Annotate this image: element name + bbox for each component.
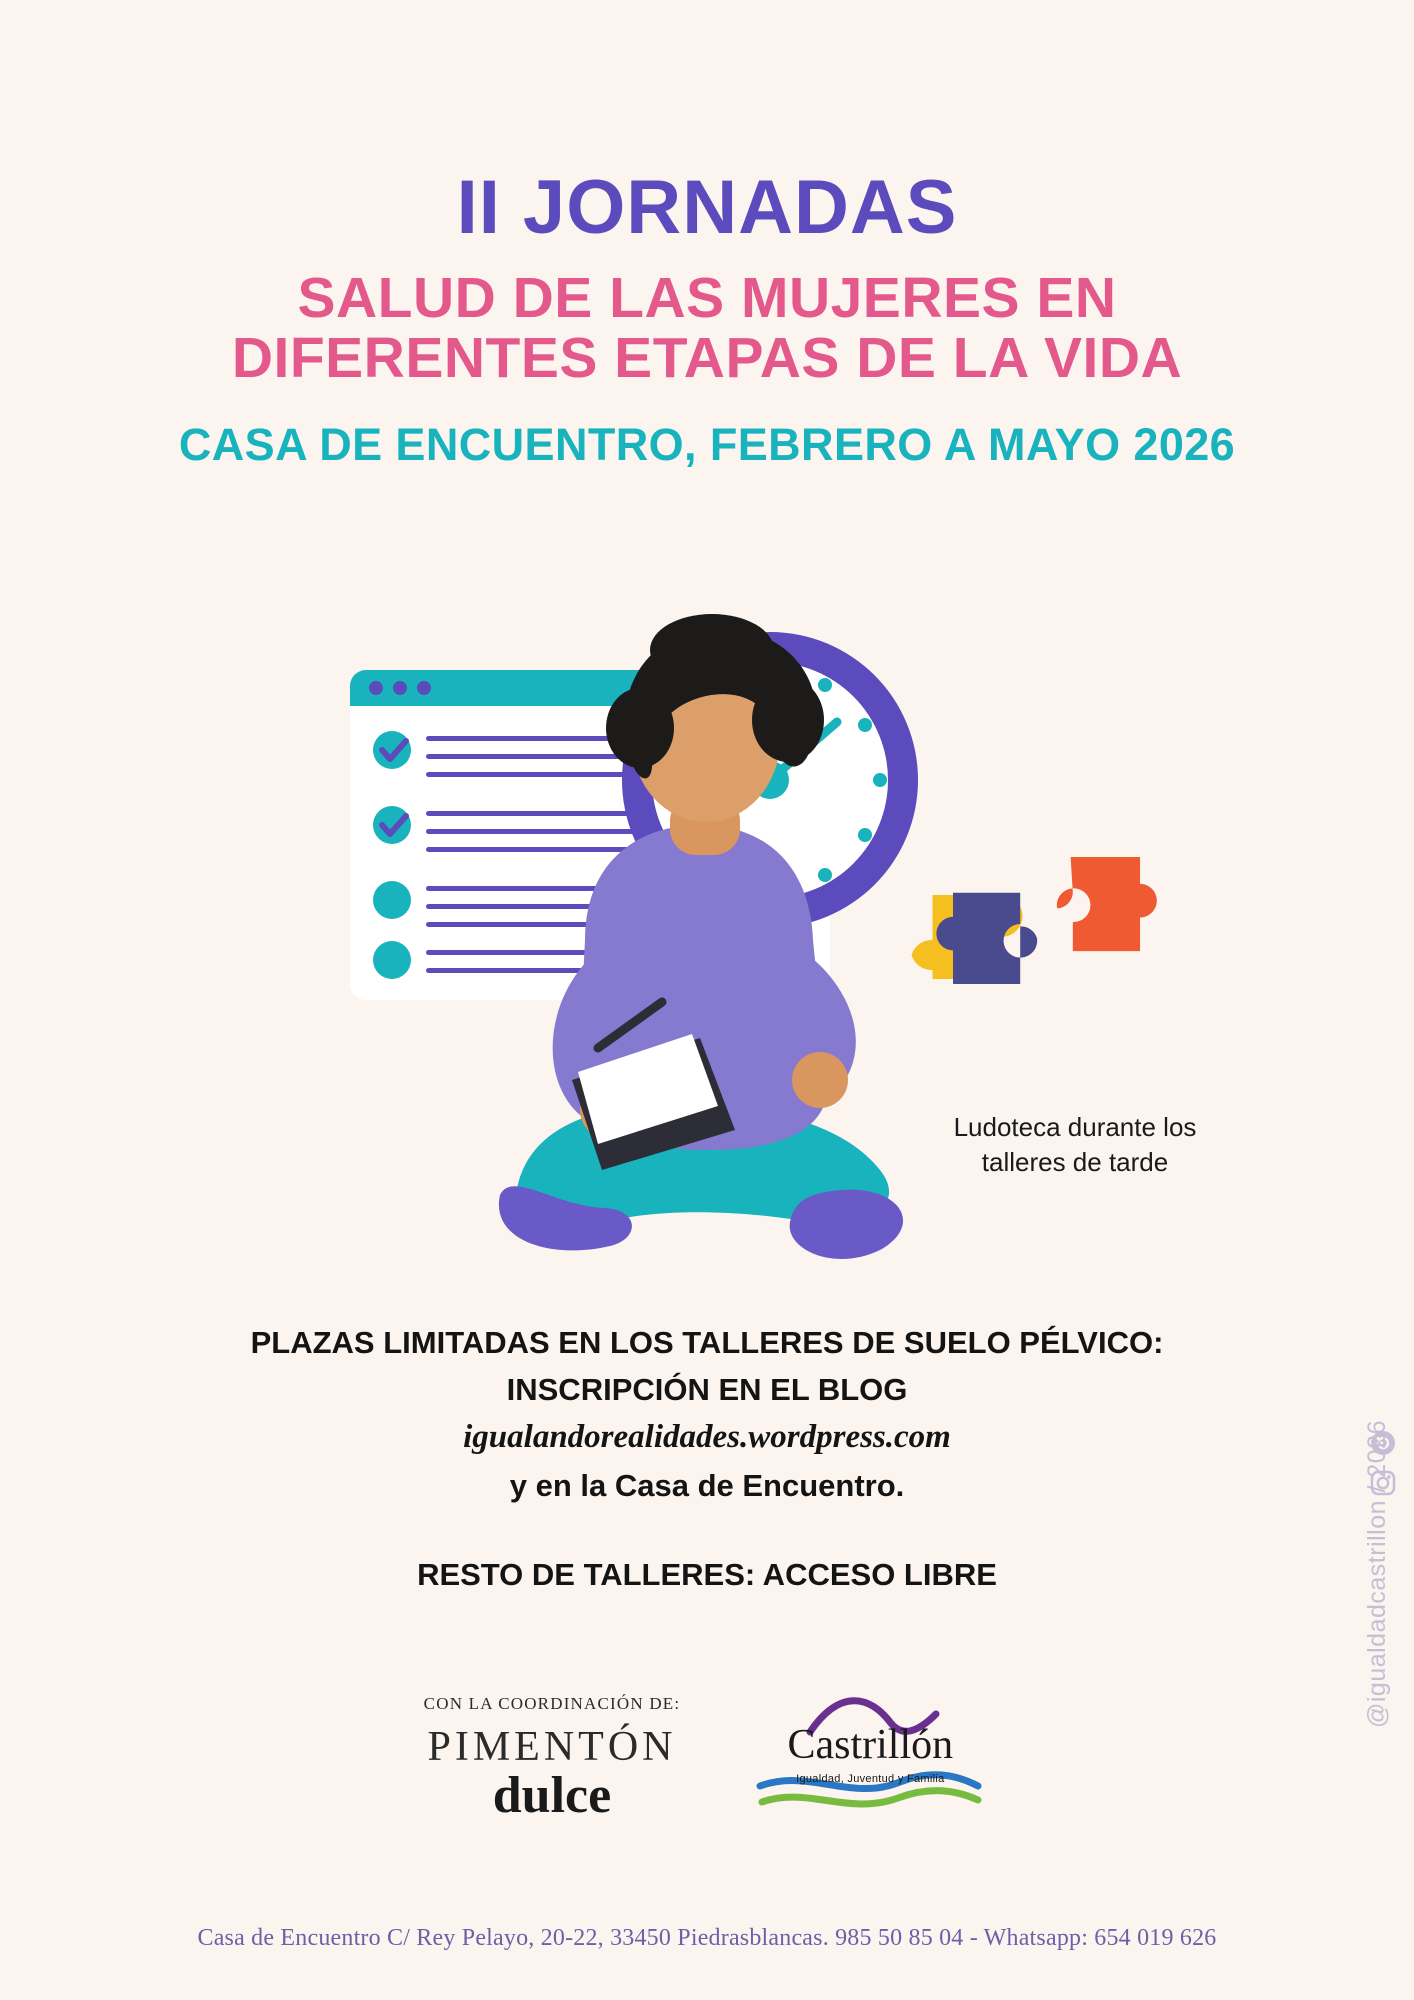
poster-header	[0, 165, 1414, 471]
ludoteca-caption-line1: Ludoteca durante los	[953, 1112, 1197, 1142]
pimenton-dulce-logo	[424, 1690, 681, 1822]
info-line-1: PLAZAS LIMITADAS EN LOS TALLERES DE SUELO PÉLVICO:	[250, 1325, 1164, 1360]
poster-subtitle-line1: SALUD DE LAS MUJERES EN	[297, 266, 1117, 330]
ludoteca-caption	[905, 1110, 1245, 1180]
logo-row	[0, 1690, 1414, 1825]
page-title: II JORNADAS	[456, 165, 958, 250]
puzzle-pieces-icon	[912, 857, 1157, 984]
dulce-wordmark: dulce	[492, 1767, 612, 1824]
info-line-5: RESTO DE TALLERES: ACCESO LIBRE	[417, 1557, 997, 1592]
info-block	[0, 1320, 1414, 1593]
poster-subtitle-line2: DIFERENTES ETAPAS DE LA VIDA	[231, 326, 1183, 391]
info-line-4: y en la Casa de Encuentro.	[509, 1467, 905, 1503]
castrillon-name: Castrillón	[787, 1722, 954, 1768]
castrillon-tagline: Igualdad, Juventud y Familia	[796, 1773, 945, 1785]
coordination-label: CON LA COORDINACIÓN DE:	[423, 1694, 681, 1713]
poster-subtitle	[0, 268, 1414, 389]
pimenton-wordmark: PIMENTÓN	[427, 1724, 677, 1770]
poster-date-line: CASA DE ENCUENTRO, FEBRERO A MAYO 2026	[178, 418, 1236, 470]
social-handle: @igualdadcastrillon / 2026	[1363, 1420, 1391, 1729]
info-line-2: INSCRIPCIÓN EN EL BLOG	[506, 1371, 908, 1407]
ludoteca-caption-line2: talleres de tarde	[981, 1147, 1169, 1178]
castrillon-logo	[750, 1690, 990, 1825]
blog-url[interactable]: igualandorealidades.wordpress.com	[463, 1419, 951, 1455]
footer-address: Casa de Encuentro C/ Rey Pelayo, 20-22, 33450 Piedrasblancas. 985 50 85 04 - Whatsapp: 654 019 626	[197, 1925, 1217, 1951]
